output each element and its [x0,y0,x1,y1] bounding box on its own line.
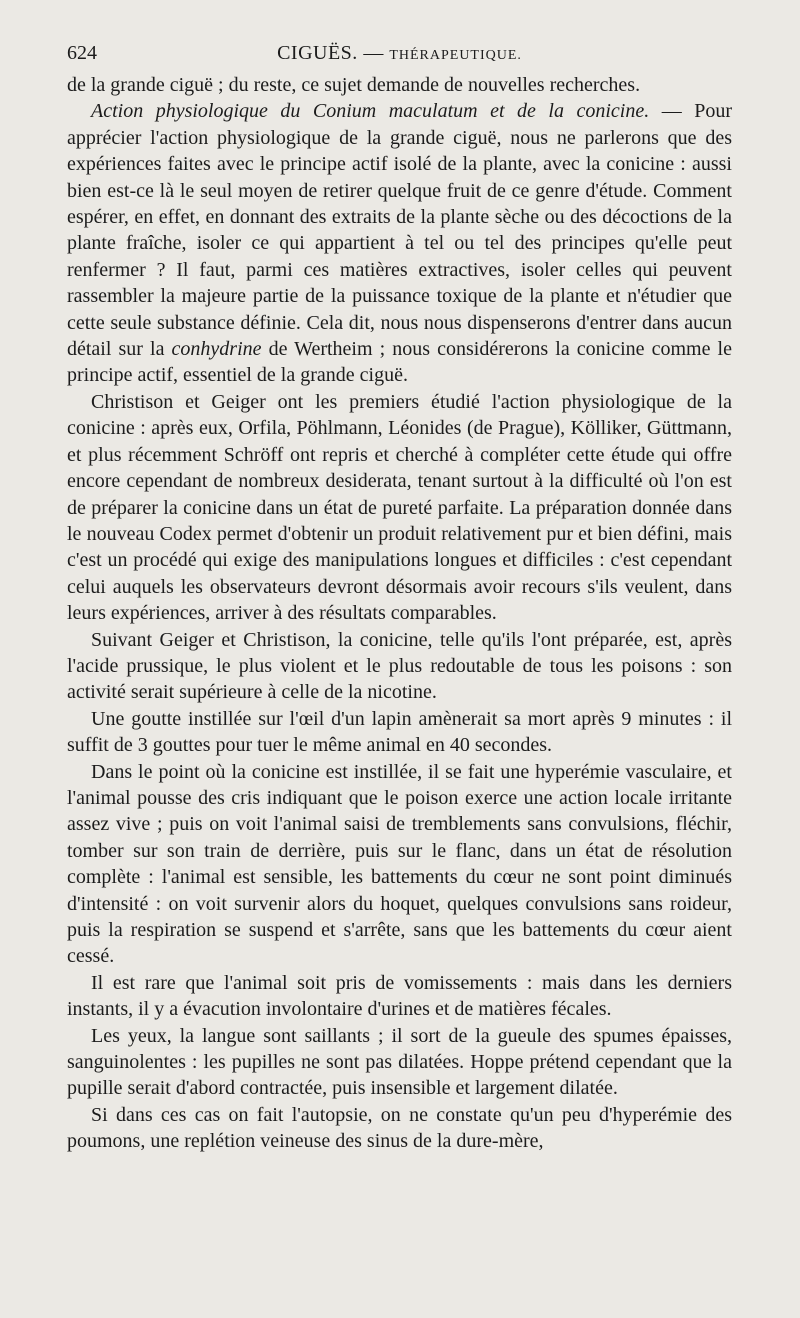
page-number: 624 [67,42,97,64]
paragraph-text: Il est rare que l'animal soit pris de vomissements : mais dans les derniers instants, il y a évacution involontaire d'urines et de matières fécales. [67,971,732,1021]
paragraph [67,1102,732,1155]
paragraph [67,389,732,627]
italic-term: conhydrine [171,338,262,361]
paragraph [67,72,732,98]
running-head-separator: — [363,42,384,64]
paragraph-text: Si dans ces cas on fait l'autopsie, on ne constate qu'un peu d'hyperémie des poumons, une replétion veineuse des sinus de la dure-mère, [67,1103,732,1153]
body-text [67,72,732,1155]
paragraph [67,706,732,759]
paragraph [67,98,732,388]
paragraph-text: Dans le point où la conicine est instillée, il se fait une hyperémie vasculaire, et l'animal pousse des cris indiquant que le poison exerce une action locale irritante assez vive ; puis on voit l'animal saisi de tremblements sans convulsions, fléchir, tomber sur son train de derrière, puis sur le flanc, dans un état de résolution complète : l'animal est sensible, les battements du cœur ne sont point diminués d'intensité : on voit survenir alors du hoquet, quelques convulsions sans roideur, puis la respiration se suspend et s'arrête, sans que les battements du cœur aient cessé. [67,760,732,968]
paragraph-text: Christison et Geiger ont les premiers étudié l'action physiologique de la conicine : après eux, Orfila, Pöhlmann, Léonides (de Prague), Kölliker, Güttmann, et plus récemment Schröff ont repris et cherché à compléter cette étude qui offre encore cependant de nombreux desiderata, tenant surtout à la difficulté où l'on est de préparer la conicine dans un état de pureté parfaite. La préparation donnée dans le nouveau Codex permet d'obtenir un produit relativement pur et bien défini, mais c'est un procédé qui exige des manipulations longues et difficiles : c'est cependant celui auquels les observateurs devront désormais avoir recours s'ils veulent, dans leurs expériences, arriver à des résultats comparables. [67,390,732,625]
paragraph [67,1023,732,1102]
running-head-section: THÉRAPEUTIQUE. [389,48,522,63]
paragraph [67,759,732,970]
section-heading: Action physiologique du Conium maculatum et de la conicine. [91,100,650,123]
running-head [67,42,732,65]
paragraph-text: Les yeux, la langue sont saillants ; il sort de la gueule des spumes épaisses, sanguinolentes : les pupilles ne sont pas dilatées. Hoppe prétend cependant que la pupille serait d'abord contractée, puis insensible et largement dilatée. [67,1024,732,1100]
paragraph-text: de la grande ciguë ; du reste, ce sujet demande de nouvelles recherches. [67,74,641,96]
paragraph [67,970,732,1023]
page-header [67,38,732,68]
paragraph-text: de Wertheim ; nous considérerons la conicine comme le principe actif, essentiel de la grande ciguë. [67,338,732,387]
paragraph [67,627,732,706]
running-title: CIGUËS. [277,42,358,64]
paragraph-text: — Pour apprécier l'action physiologique de la grande ciguë, nous ne parlerons que des expériences faites avec le principe actif isolé de la plante, avec la conicine : aussi bien est-ce là le seul moyen de retirer quelque fruit de ce genre d'étude. Comment espérer, en effet, en donnant des extraits de la plante sèche ou des décoctions de la plante fraîche, isoler ce qui appartient à tel ou tel des principes qu'elle peut renfermer ? Il faut, parmi ces matières extractives, isoler celles qui peuvent rassembler la majeure partie de la puissance toxique de la plante et n'étudier que cette seule substance définie. Cela dit, nous nous dispenserons d'entrer dans aucun détail sur la [67,100,732,361]
paragraph-text: Une goutte instillée sur l'œil d'un lapin amènerait sa mort après 9 minutes : il suffit de 3 gouttes pour tuer le même animal en 40 secondes. [67,707,732,757]
paragraph-text: Suivant Geiger et Christison, la conicine, telle qu'ils l'ont préparée, est, après l'acide prussique, le plus violent et le plus redoutable de tous les poisons : son activité serait supérieure à celle de la nicotine. [67,628,732,704]
